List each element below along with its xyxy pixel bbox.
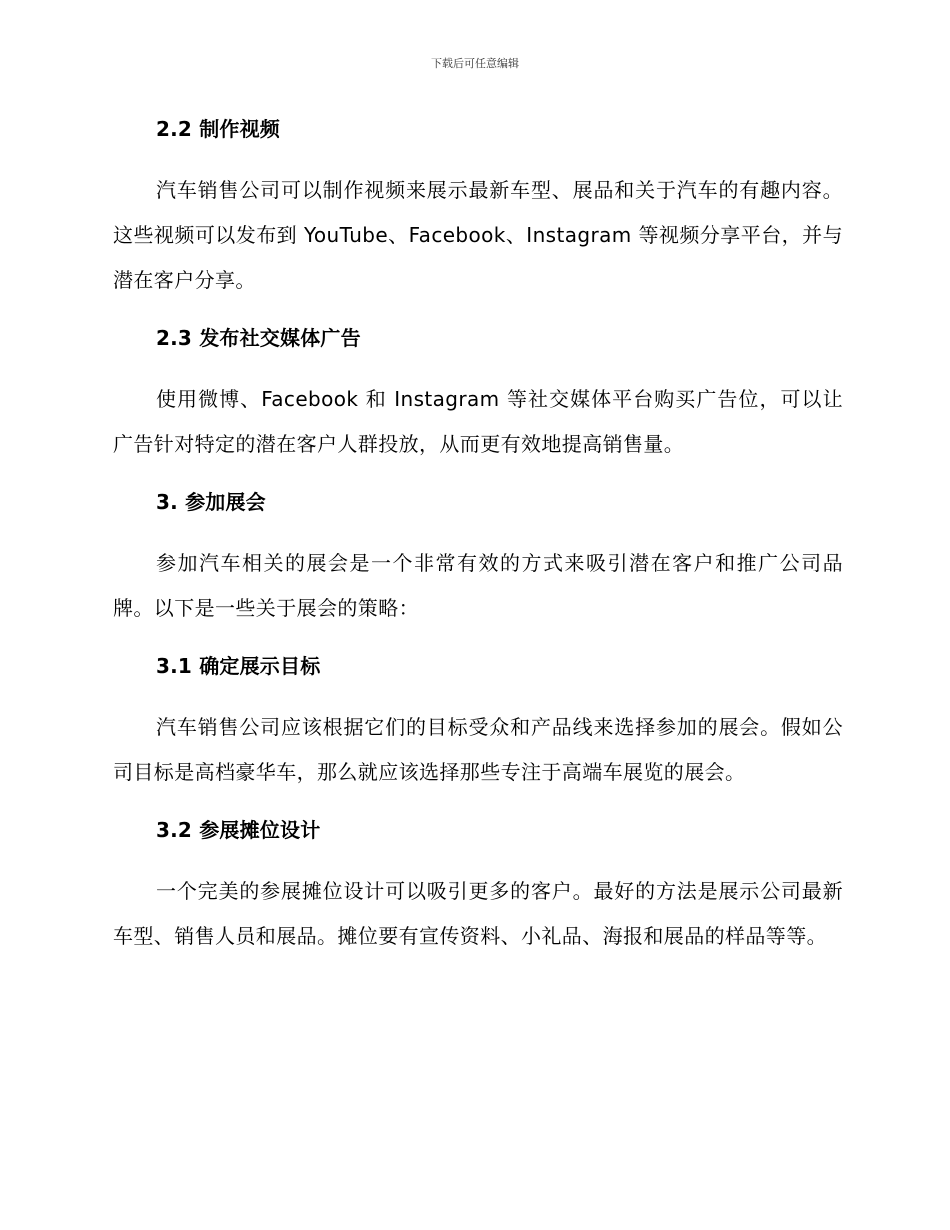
paragraph-video: 汽车销售公司可以制作视频来展示最新车型、展品和关于汽车的有趣内容。这些视频可以发布到 YouTube、Facebook、Instagram 等视频分享平台，并与潜在客户分享。 — [113, 178, 843, 292]
paragraph-exhibitions: 参加汽车相关的展会是一个非常有效的方式来吸引潜在客户和推广公司品牌。以下是一些关于展会的策略： — [113, 551, 843, 620]
document-body — [113, 112, 843, 977]
section-heading-3-2: 3.2 参展摊位设计 — [156, 818, 321, 842]
paragraph-booth-design: 一个完美的参展摊位设计可以吸引更多的客户。最好的方法是展示公司最新车型、销售人员和展品。摊位要有宣传资料、小礼品、海报和展品的样品等等。 — [113, 879, 843, 948]
paragraph-goals: 汽车销售公司应该根据它们的目标受众和产品线来选择参加的展会。假如公司目标是高档豪华车，那么就应该选择那些专注于高端车展览的展会。 — [113, 715, 843, 784]
section-heading-2-2: 2.2 制作视频 — [156, 117, 280, 141]
section-heading-2-3: 2.3 发布社交媒体广告 — [156, 326, 361, 350]
paragraph-social-ads: 使用微博、Facebook 和 Instagram 等社交媒体平台购买广告位，可以让广告针对特定的潜在客户人群投放，从而更有效地提高销售量。 — [113, 387, 843, 456]
section-heading-3-1: 3.1 确定展示目标 — [156, 654, 321, 678]
page-header: 下载后可任意编辑 — [431, 57, 519, 70]
section-heading-3: 3. 参加展会 — [156, 490, 266, 514]
